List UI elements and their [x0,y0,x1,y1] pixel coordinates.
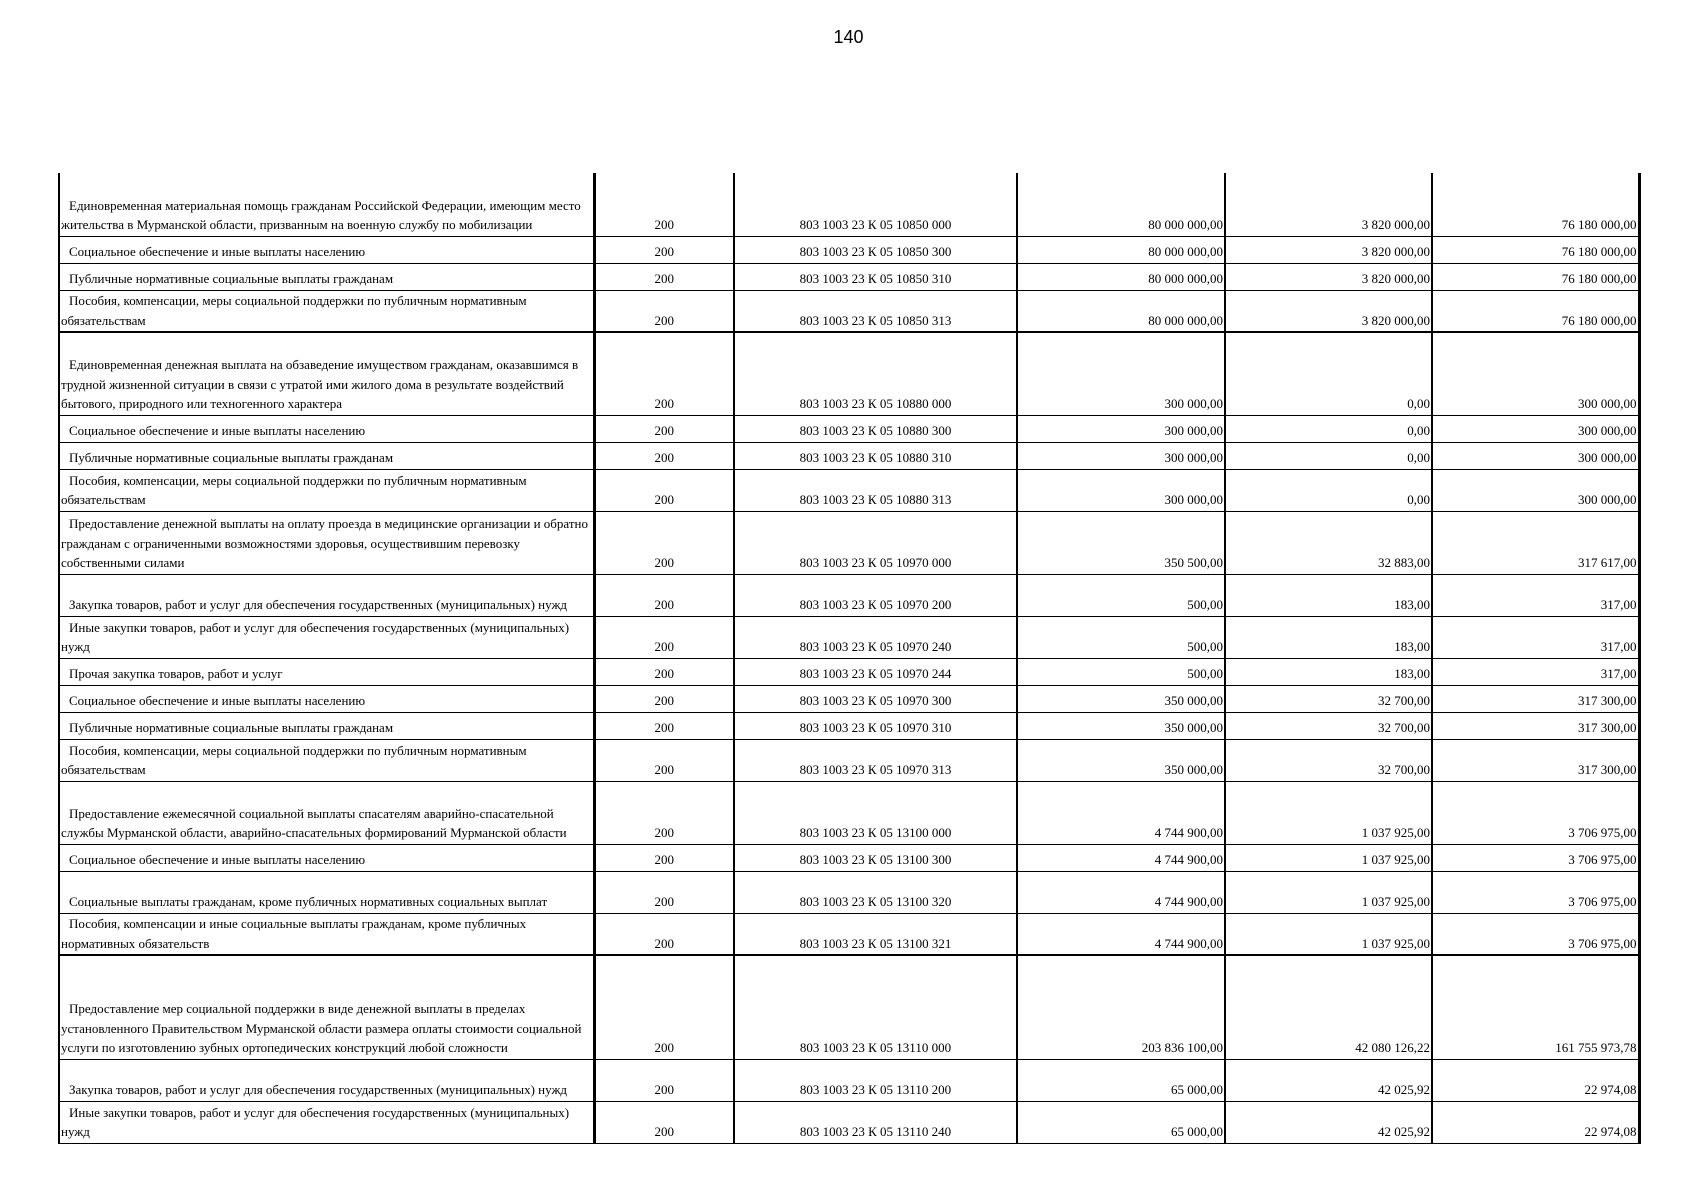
row-remaining-amount-cell: 317 300,00 [1432,712,1639,739]
row-classification-code-cell: 803 1003 23 К 05 10970 300 [734,685,1017,712]
row-remaining-amount-cell: 317 300,00 [1432,685,1639,712]
row-assigned-amount-cell: 80 000 000,00 [1017,173,1225,236]
row-line-code-cell: 200 [594,574,734,616]
row-executed-amount-cell: 183,00 [1225,574,1432,616]
row-assigned-amount-cell: 350 000,00 [1017,685,1225,712]
row-remaining-amount-cell: 3 706 975,00 [1432,913,1639,955]
row-executed-amount-cell: 32 883,00 [1225,511,1432,574]
table-row [59,955,1639,1059]
row-classification-code-cell: 803 1003 23 К 05 10880 310 [734,442,1017,469]
row-remaining-amount-cell: 317 617,00 [1432,511,1639,574]
row-name-text: Публичные нормативные социальные выплаты гражданам [69,271,394,286]
row-remaining-amount-cell: 317,00 [1432,616,1639,658]
row-classification-code-cell: 803 1003 23 К 05 10970 200 [734,574,1017,616]
row-executed-amount-cell: 183,00 [1225,658,1432,685]
row-name-cell [59,1101,594,1143]
row-classification-code-cell: 803 1003 23 К 05 13110 200 [734,1059,1017,1101]
row-remaining-amount-cell: 317,00 [1432,574,1639,616]
row-executed-amount-cell: 42 025,92 [1225,1101,1432,1143]
row-line-code-cell: 200 [594,685,734,712]
row-line-code-cell: 200 [594,739,734,781]
row-line-code-cell: 200 [594,332,734,415]
table-row [59,781,1639,844]
row-remaining-amount-cell: 300 000,00 [1432,442,1639,469]
row-classification-code-cell: 803 1003 23 К 05 10850 300 [734,236,1017,263]
row-name-text: Пособия, компенсации и иные социальные выплаты гражданам, кроме публичных нормативных обязательств [61,916,527,951]
row-classification-code-cell: 803 1003 23 К 05 13110 240 [734,1101,1017,1143]
row-assigned-amount-cell: 300 000,00 [1017,332,1225,415]
row-remaining-amount-cell: 3 706 975,00 [1432,781,1639,844]
row-line-code-cell: 200 [594,1059,734,1101]
row-classification-code-cell: 803 1003 23 К 05 10970 313 [734,739,1017,781]
row-name-cell [59,290,594,332]
table-row [59,712,1639,739]
row-remaining-amount-cell: 76 180 000,00 [1432,236,1639,263]
table-row [59,913,1639,955]
row-line-code-cell: 200 [594,415,734,442]
row-line-code-cell: 200 [594,616,734,658]
row-remaining-amount-cell: 317 300,00 [1432,739,1639,781]
table-row [59,1101,1639,1143]
table-row [59,739,1639,781]
row-line-code-cell: 200 [594,844,734,871]
row-remaining-amount-cell: 300 000,00 [1432,332,1639,415]
row-name-text: Публичные нормативные социальные выплаты гражданам [69,720,394,735]
row-executed-amount-cell: 0,00 [1225,415,1432,442]
row-name-text: Пособия, компенсации, меры социальной поддержки по публичным нормативным обязательствам [61,742,527,777]
row-line-code-cell: 200 [594,871,734,913]
row-classification-code-cell: 803 1003 23 К 05 13110 000 [734,955,1017,1059]
row-name-cell [59,332,594,415]
row-name-text: Социальное обеспечение и иные выплаты населению [69,244,366,259]
row-name-text: Единовременная денежная выплата на обзаведение имуществом гражданам, оказавшимся в трудной жизненной ситуации в связи с утратой ими жилого дома в результате воздействий бытового, природного или техногенного характера [61,357,579,411]
row-classification-code-cell: 803 1003 23 К 05 10850 313 [734,290,1017,332]
row-name-cell [59,415,594,442]
row-assigned-amount-cell: 80 000 000,00 [1017,263,1225,290]
row-remaining-amount-cell: 317,00 [1432,658,1639,685]
row-remaining-amount-cell: 76 180 000,00 [1432,173,1639,236]
row-executed-amount-cell: 1 037 925,00 [1225,871,1432,913]
row-classification-code-cell: 803 1003 23 К 05 13100 321 [734,913,1017,955]
row-executed-amount-cell: 3 820 000,00 [1225,236,1432,263]
row-name-cell [59,712,594,739]
row-executed-amount-cell: 42 080 126,22 [1225,955,1432,1059]
row-classification-code-cell: 803 1003 23 К 05 10970 000 [734,511,1017,574]
row-name-text: Пособия, компенсации, меры социальной поддержки по публичным нормативным обязательствам [61,293,527,328]
row-assigned-amount-cell: 80 000 000,00 [1017,290,1225,332]
row-remaining-amount-cell: 76 180 000,00 [1432,290,1639,332]
row-classification-code-cell: 803 1003 23 К 05 10880 313 [734,469,1017,511]
row-name-text: Предоставление денежной выплаты на оплату проезда в медицинские организации и обратно гражданам с ограниченными возможностями здоровья, осуществившим перевозку собственными силами [61,516,588,570]
row-line-code-cell: 200 [594,442,734,469]
row-name-text: Публичные нормативные социальные выплаты гражданам [69,450,394,465]
table-row [59,290,1639,332]
row-name-cell [59,236,594,263]
row-classification-code-cell: 803 1003 23 К 05 13100 300 [734,844,1017,871]
row-name-text: Закупка товаров, работ и услуг для обеспечения государственных (муниципальных) нужд [69,597,568,612]
row-name-cell [59,173,594,236]
row-name-cell [59,871,594,913]
row-name-cell [59,913,594,955]
row-line-code-cell: 200 [594,173,734,236]
row-assigned-amount-cell: 300 000,00 [1017,442,1225,469]
row-assigned-amount-cell: 500,00 [1017,574,1225,616]
row-executed-amount-cell: 32 700,00 [1225,739,1432,781]
budget-execution-table [58,173,1641,1144]
row-remaining-amount-cell: 300 000,00 [1432,415,1639,442]
row-remaining-amount-cell: 300 000,00 [1432,469,1639,511]
table-row [59,469,1639,511]
row-assigned-amount-cell: 300 000,00 [1017,469,1225,511]
row-line-code-cell: 200 [594,469,734,511]
row-name-cell [59,511,594,574]
row-classification-code-cell: 803 1003 23 К 05 10880 300 [734,415,1017,442]
row-name-text: Предоставление мер социальной поддержки в виде денежной выплаты в пределах установленного Правительством Мурманской области размера оплаты стоимости социальной услуги по изготовлению зубных ортопедических конструкций любой сложности [61,1001,582,1055]
row-name-cell [59,685,594,712]
row-line-code-cell: 200 [594,781,734,844]
row-assigned-amount-cell: 4 744 900,00 [1017,913,1225,955]
row-executed-amount-cell: 1 037 925,00 [1225,913,1432,955]
row-name-text: Единовременная материальная помощь гражданам Российской Федерации, имеющим место жительства в Мурманской области, призванным на военную службу по мобилизации [61,197,581,232]
row-assigned-amount-cell: 80 000 000,00 [1017,236,1225,263]
row-classification-code-cell: 803 1003 23 К 05 10970 240 [734,616,1017,658]
table-row [59,658,1639,685]
row-name-text: Пособия, компенсации, меры социальной поддержки по публичным нормативным обязательствам [61,472,527,507]
row-line-code-cell: 200 [594,658,734,685]
table-row [59,415,1639,442]
row-executed-amount-cell: 3 820 000,00 [1225,263,1432,290]
row-name-cell [59,574,594,616]
table-row [59,236,1639,263]
row-classification-code-cell: 803 1003 23 К 05 13100 320 [734,871,1017,913]
row-name-cell [59,263,594,290]
row-executed-amount-cell: 3 820 000,00 [1225,173,1432,236]
table-row [59,332,1639,415]
row-executed-amount-cell: 0,00 [1225,469,1432,511]
row-line-code-cell: 200 [594,1101,734,1143]
page-number: 140 [833,27,864,47]
row-classification-code-cell: 803 1003 23 К 05 13100 000 [734,781,1017,844]
row-name-text: Социальное обеспечение и иные выплаты населению [69,423,366,438]
row-assigned-amount-cell: 4 744 900,00 [1017,781,1225,844]
row-classification-code-cell: 803 1003 23 К 05 10970 310 [734,712,1017,739]
row-classification-code-cell: 803 1003 23 К 05 10850 000 [734,173,1017,236]
row-name-text: Иные закупки товаров, работ и услуг для обеспечения государственных (муниципальных) нужд [61,619,570,654]
row-name-text: Предоставление ежемесячной социальной выплаты спасателям аварийно-спасательной службы Мурманской области, аварийно-спасательных формирований Мурманской области [61,805,567,840]
table-row [59,685,1639,712]
row-name-cell [59,469,594,511]
row-executed-amount-cell: 183,00 [1225,616,1432,658]
row-assigned-amount-cell: 65 000,00 [1017,1059,1225,1101]
row-assigned-amount-cell: 300 000,00 [1017,415,1225,442]
row-assigned-amount-cell: 500,00 [1017,616,1225,658]
row-assigned-amount-cell: 350 000,00 [1017,712,1225,739]
table-row [59,511,1639,574]
row-line-code-cell: 200 [594,712,734,739]
row-name-text: Социальные выплаты гражданам, кроме публичных нормативных социальных выплат [69,894,548,909]
table-row [59,263,1639,290]
row-name-cell [59,844,594,871]
row-assigned-amount-cell: 350 500,00 [1017,511,1225,574]
row-remaining-amount-cell: 3 706 975,00 [1432,871,1639,913]
row-executed-amount-cell: 1 037 925,00 [1225,781,1432,844]
row-name-cell [59,781,594,844]
table-row [59,871,1639,913]
row-line-code-cell: 200 [594,263,734,290]
row-name-cell [59,442,594,469]
row-name-text: Социальное обеспечение и иные выплаты населению [69,693,366,708]
row-executed-amount-cell: 32 700,00 [1225,685,1432,712]
table-row [59,844,1639,871]
row-assigned-amount-cell: 350 000,00 [1017,739,1225,781]
row-line-code-cell: 200 [594,913,734,955]
row-classification-code-cell: 803 1003 23 К 05 10850 310 [734,263,1017,290]
row-name-cell [59,658,594,685]
row-name-cell [59,616,594,658]
row-executed-amount-cell: 3 820 000,00 [1225,290,1432,332]
row-remaining-amount-cell: 22 974,08 [1432,1101,1639,1143]
row-executed-amount-cell: 0,00 [1225,332,1432,415]
row-name-text: Иные закупки товаров, работ и услуг для обеспечения государственных (муниципальных) нужд [61,1104,570,1139]
row-remaining-amount-cell: 161 755 973,78 [1432,955,1639,1059]
row-line-code-cell: 200 [594,955,734,1059]
row-name-cell [59,739,594,781]
row-executed-amount-cell: 1 037 925,00 [1225,844,1432,871]
row-executed-amount-cell: 32 700,00 [1225,712,1432,739]
row-remaining-amount-cell: 22 974,08 [1432,1059,1639,1101]
table-row [59,442,1639,469]
row-name-cell [59,1059,594,1101]
row-classification-code-cell: 803 1003 23 К 05 10970 244 [734,658,1017,685]
row-classification-code-cell: 803 1003 23 К 05 10880 000 [734,332,1017,415]
row-name-cell [59,955,594,1059]
row-remaining-amount-cell: 76 180 000,00 [1432,263,1639,290]
row-assigned-amount-cell: 4 744 900,00 [1017,871,1225,913]
row-executed-amount-cell: 0,00 [1225,442,1432,469]
row-assigned-amount-cell: 4 744 900,00 [1017,844,1225,871]
row-remaining-amount-cell: 3 706 975,00 [1432,844,1639,871]
row-executed-amount-cell: 42 025,92 [1225,1059,1432,1101]
row-assigned-amount-cell: 500,00 [1017,658,1225,685]
row-name-text: Закупка товаров, работ и услуг для обеспечения государственных (муниципальных) нужд [69,1082,568,1097]
table-row [59,616,1639,658]
row-line-code-cell: 200 [594,236,734,263]
table-row [59,173,1639,236]
row-assigned-amount-cell: 203 836 100,00 [1017,955,1225,1059]
row-line-code-cell: 200 [594,290,734,332]
row-name-text: Социальное обеспечение и иные выплаты населению [69,852,366,867]
row-line-code-cell: 200 [594,511,734,574]
table-row [59,1059,1639,1101]
row-name-text: Прочая закупка товаров, работ и услуг [69,666,283,681]
table-row [59,574,1639,616]
row-assigned-amount-cell: 65 000,00 [1017,1101,1225,1143]
